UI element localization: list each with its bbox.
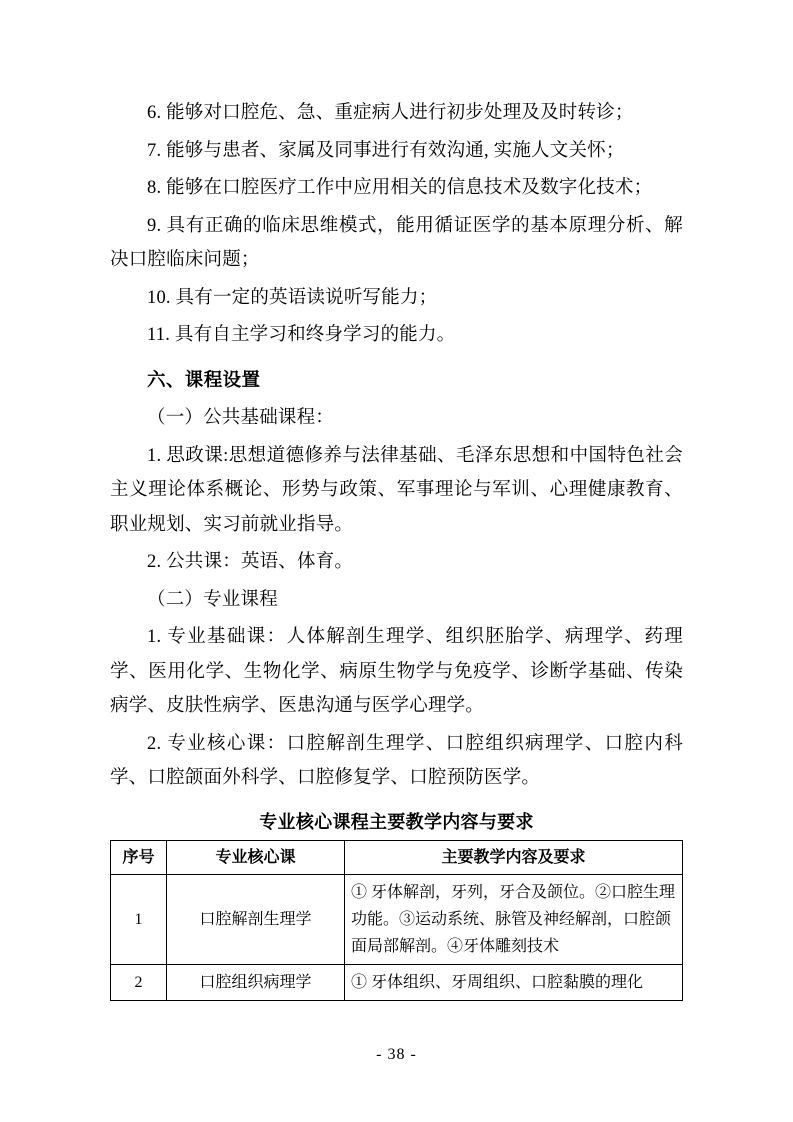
table-header-content: 主要教学内容及要求 [345,840,683,874]
professional-course-item-2: 2. 专业核心课：口腔解剖生理学、口腔组织病理学、口腔内科学、口腔颌面外科学、口腔修复学、口腔预防医学。 [110,733,683,788]
table-cell-num: 2 [111,964,167,1000]
section-heading-course-setup: 六、课程设置 [147,368,261,390]
table-cell-course: 口腔解剖生理学 [167,874,345,964]
table-cell-course: 口腔组织病理学 [167,964,345,1000]
table-header-course: 专业核心课 [167,840,345,874]
table-title: 专业核心课程主要教学内容与要求 [259,811,534,832]
table-row [111,964,683,1000]
table-header-num: 序号 [111,840,167,874]
subsection-professional-courses: （二）专业课程 [147,589,278,610]
paragraph-item-7: 7. 能够与患者、家属及同事进行有效沟通, 实施人文关怀； [147,140,625,161]
page-number: - 38 - [376,1046,417,1063]
core-course-table [110,840,683,1001]
paragraph-item-9: 9. 具有正确的临床思维模式，能用循证医学的基本原理分析、解决口腔临床问题； [110,215,683,270]
table-header-row [111,840,683,874]
paragraph-item-6: 6. 能够对口腔危、急、重症病人进行初步处理及及时转诊； [147,103,634,123]
table-cell-num: 1 [111,874,167,964]
table-row [111,874,683,964]
table-cell-content: ① 牙体组织、牙周组织、口腔黏膜的理化 [345,964,683,1000]
professional-course-item-1: 1. 专业基础课：人体解剖生理学、组织胚胎学、病理学、药理学、医用化学、生物化学、病原生物学与免疫学、诊断学基础、传染病学、皮肤性病学、医患沟通与医学心理学。 [110,627,683,716]
subsection-public-basic-courses: （一）公共基础课程： [147,408,335,428]
public-basic-course-item-2: 2. 公共课：英语、体育。 [147,552,354,572]
paragraph-item-11: 11. 具有自主学习和终身学习的能力。 [147,325,456,345]
paragraph-item-8: 8. 能够在口腔医疗工作中应用相关的信息技术及数字化技术； [147,178,653,198]
paragraph-item-10: 10. 具有一定的英语读说听写能力； [147,287,438,308]
public-basic-course-item-1: 1. 思政课:思想道德修养与法律基础、毛泽东思想和中国特色社会主义理论体系概论、形势与政策、军事理论与军训、心理健康教育、职业规划、实习前就业指导。 [110,445,683,535]
table-cell-content: ① 牙体解剖，牙列，牙合及颌位。②口腔生理功能。③运动系统、脉管及神经解剖，口腔颌面局部解剖。④牙体雕刻技术 [345,874,683,964]
